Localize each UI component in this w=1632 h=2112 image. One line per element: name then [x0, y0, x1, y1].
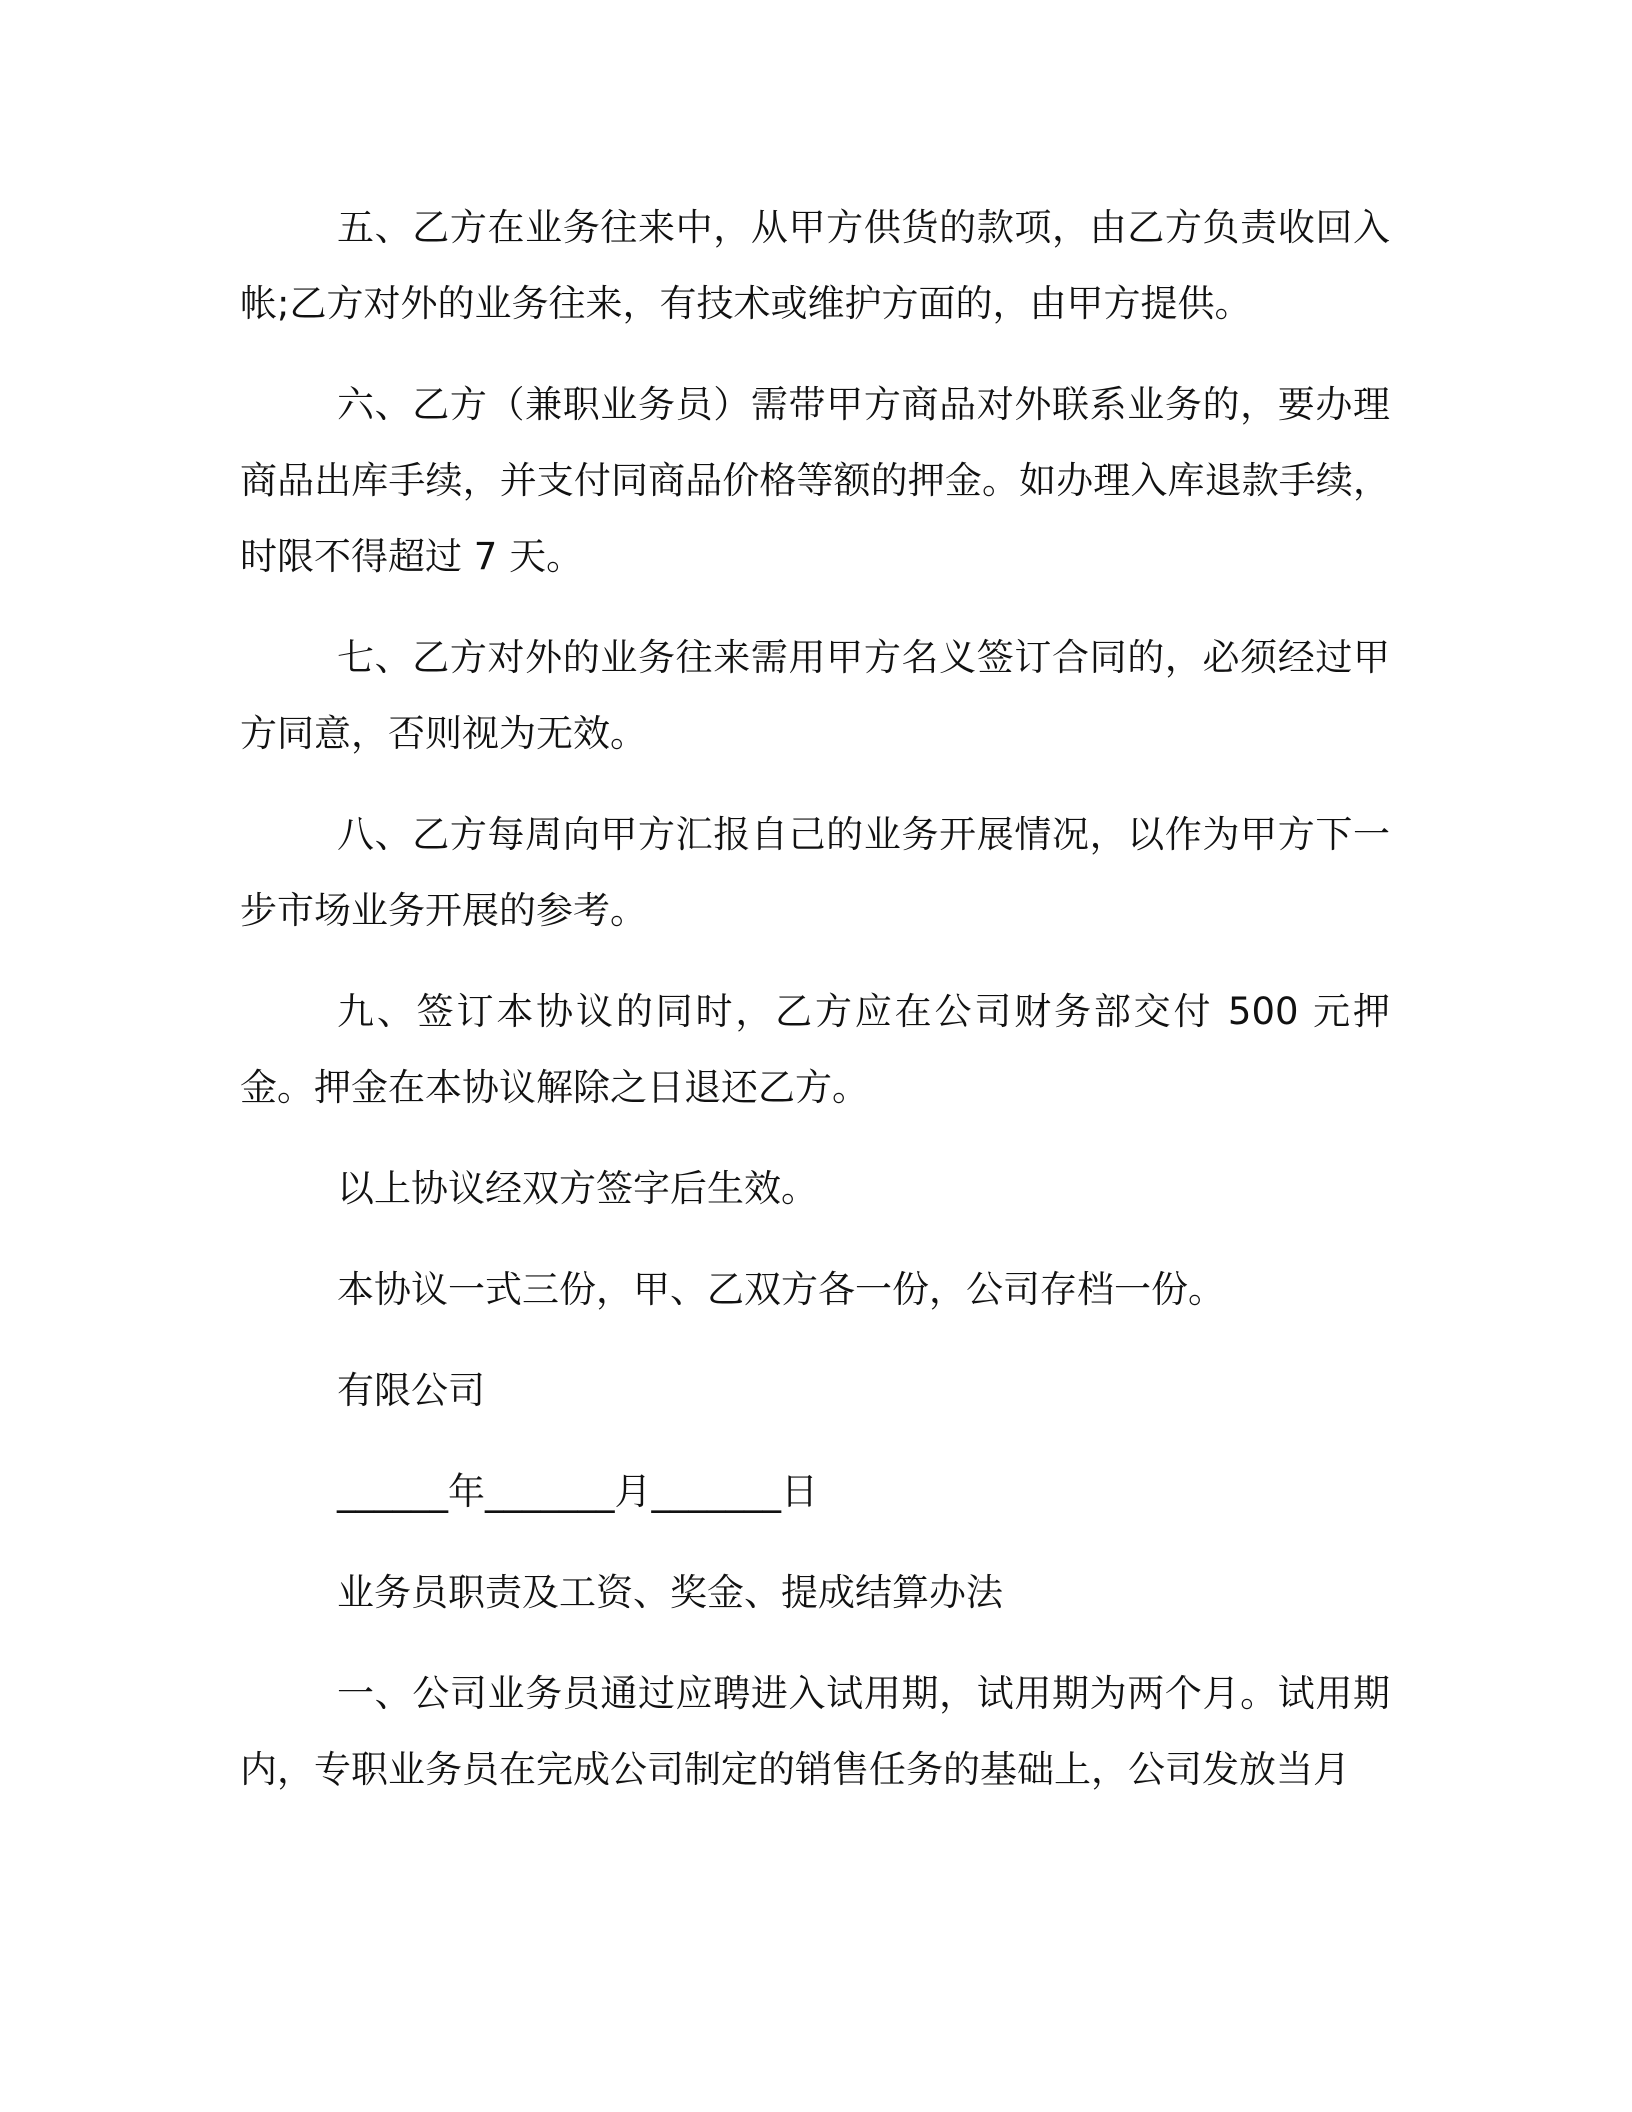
copies-statement: 本协议一式三份，甲、乙双方各一份，公司存档一份。	[337, 1268, 1225, 1311]
clause-eight: 八、乙方每周向甲方汇报自己的业务开展情况，以作为甲方下一步市场业务开展的参考。	[240, 813, 1390, 932]
paragraph-gap	[240, 1631, 1390, 1656]
effective-statement: 以上协议经双方签字后生效。	[337, 1167, 818, 1210]
clause-five: 五、乙方在业务往来中，从甲方供货的款项，由乙方负责收回入帐;乙方对外的业务往来，有技术或维护方面的，由甲方提供。	[240, 206, 1390, 325]
clause-seven: 七、乙方对外的业务往来需用甲方名义签订合同的，必须经过甲方同意，否则视为无效。	[240, 636, 1390, 755]
paragraph-gap	[240, 1429, 1390, 1454]
paragraph-gap	[240, 772, 1390, 797]
clause-six: 六、乙方（兼职业务员）需带甲方商品对外联系业务的，要办理商品出库手续，并支付同商品价格等额的押金。如办理入库退款手续，时限不得超过 7 天。	[240, 383, 1390, 578]
paragraph-gap	[240, 1126, 1390, 1151]
company-name-line: 有限公司	[337, 1369, 485, 1412]
date-line: ______年_______月_______日	[337, 1470, 818, 1513]
paragraph-gap	[240, 949, 1390, 974]
paragraph-gap	[240, 1227, 1390, 1252]
paragraph-gap	[240, 595, 1390, 620]
paragraph-gap	[240, 342, 1390, 367]
clause-nine: 九、签订本协议的同时，乙方应在公司财务部交付 500 元押金。押金在本协议解除之日退还乙方。	[240, 990, 1390, 1109]
document-page	[240, 190, 1390, 1808]
paragraph-gap	[240, 1328, 1390, 1353]
paragraph-gap	[240, 1530, 1390, 1555]
article-one: 一、公司业务员通过应聘进入试用期，试用期为两个月。试用期内，专职业务员在完成公司制定的销售任务的基础上，公司发放当月	[240, 1672, 1390, 1791]
section-heading: 业务员职责及工资、奖金、提成结算办法	[337, 1571, 1003, 1614]
